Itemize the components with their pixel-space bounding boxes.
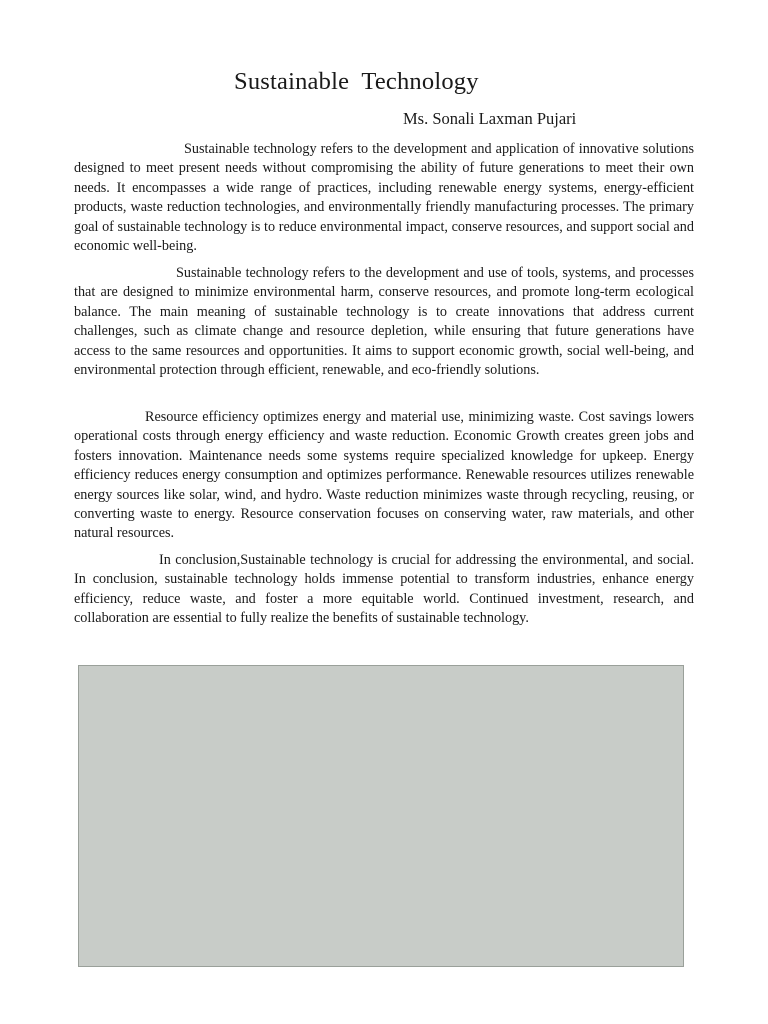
paragraph-2: Sustainable technology refers to the development and use of tools, systems, and processes that are designed to minimize environmental harm, conserve resources, and promote long-term ecological balance. The main meaning of sustainable technology is to create innovations that address current challenges, such as climate change and resource depletion, while ensuring that future generations have access to the same resources and opportunities. It aims to support economic growth, social well-being, and environmental protection through efficient, renewable, and eco-friendly solutions.: [74, 265, 694, 379]
paragraph-4: In conclusion,Sustainable technology is crucial for addressing the environmental, and social. In conclusion, sustainable technology holds immense potential to transform industries, enhance energy efficiency, reduce waste, and foster a more equitable world. Continued investment, research, and collaboration are essential to fully realize the benefits of sustainable technology.: [74, 552, 694, 627]
document-title: Sustainable Technology: [234, 68, 479, 95]
author-name: Ms. Sonali Laxman Pujari: [403, 109, 577, 128]
paragraph-3: Resource efficiency optimizes energy and material use, minimizing waste. Cost savings lowers operational costs through energy efficiency and waste reduction. Economic Growth creates green jobs and fosters innovation. Maintenance needs some systems require specialized knowledge for upkeep. Energy efficiency reduces energy consumption and optimizes performance. Renewable resources utilizes renewable energy sources like solar, wind, and hydro. Waste reduction minimizes waste through recycling, reusing, or converting waste to energy. Resource conservation focuses on conserving water, raw materials, and other natural resources.: [74, 409, 694, 542]
paragraph-1: Sustainable technology refers to the development and application of innovative solutions designed to meet present needs without compromising the ability of future generations to meet their own needs. It encompasses a wide range of practices, including renewable energy systems, energy-efficient products, waste reduction technologies, and environmentally friendly manufacturing processes. The primary goal of sustainable technology is to reduce environmental impact, conserve resources, and support social and economic well-being.: [74, 141, 694, 255]
figure-image: [78, 665, 684, 967]
